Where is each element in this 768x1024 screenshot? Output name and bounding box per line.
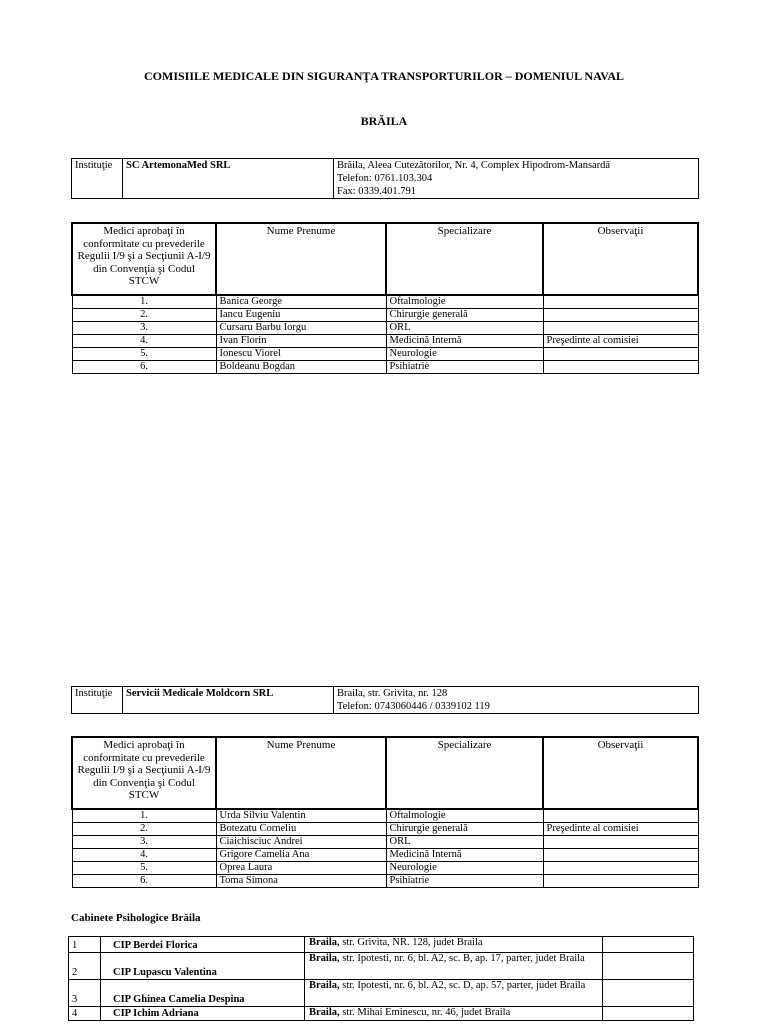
doctor-specialization: ORL [386,322,543,335]
doctor-name: Ciaichisciuc Andrei [216,836,386,849]
doctors-table-1 [71,222,699,374]
doctor-name: Oprea Laura [216,862,386,875]
header-approved-doctors: Medici aprobaţi în conformitate cu prevederile Regulii I/9 şi a Secţiunii A-I/9 din Convenţia şi Codul STCW [72,737,216,809]
cabinet-extra [603,980,694,1007]
header-observations: Observaţii [543,737,698,809]
table-row [72,322,698,335]
psychology-section-title: Cabinete Psihologice Brăila [71,912,201,924]
table-header-row [72,223,698,295]
table-row [72,295,698,309]
cabinet-city: Braila, [309,937,340,948]
header-specialization: Specializare [386,737,543,809]
doctor-observation [543,875,698,888]
document-title: COMISIILE MEDICALE DIN SIGURANŢA TRANSPORTURILOR – DOMENIUL NAVAL [144,69,624,83]
row-number: 4. [72,849,216,862]
table-row [72,836,698,849]
row-number: 3 [69,980,101,1007]
cabinet-name: CIP Berdei Florica [101,937,305,953]
institution-name: SC ArtemonaMed SRL [123,159,334,199]
doctor-name: Ionescu Viorel [216,348,386,361]
row-number: 6. [72,361,216,374]
doctor-name: Banica George [216,295,386,309]
doctor-specialization: Medicină Internă [386,335,543,348]
doctor-observation [543,309,698,322]
table-row [72,335,698,348]
table-row [72,849,698,862]
cabinet-street: str. Ipotesti, nr. 6, bl. A2, sc. B, ap. 17, parter, judet Braila [339,953,585,964]
header-name: Nume Prenume [216,223,386,295]
row-number: 1 [69,937,101,953]
cabinet-street: str. Grivita, NR. 128, judet Braila [339,937,483,948]
doctor-name: Toma Simona [216,875,386,888]
cabinet-city: Braila, [309,980,340,991]
doctor-specialization: Psihiatrie [386,361,543,374]
row-number: 2 [69,953,101,980]
doctor-observation [543,809,698,823]
doctor-specialization: Chirurgie generală [386,309,543,322]
table-row [69,980,694,1007]
institution-phone: Telefon: 0743060446 / 0339102 119 [337,701,490,712]
table-header-row [72,737,698,809]
cabinet-extra [603,1007,694,1021]
doctor-name: Cursaru Barbu Iorgu [216,322,386,335]
table-row [72,809,698,823]
doctor-observation [543,348,698,361]
doctor-observation [543,322,698,335]
table-row [72,875,698,888]
doctor-observation [543,849,698,862]
institution-contact [334,687,699,714]
institution-label: Instituţie [72,159,123,199]
institution-table-2 [71,686,699,714]
doctor-name: Boldeanu Bogdan [216,361,386,374]
doctor-specialization: ORL [386,836,543,849]
psychology-table [68,936,694,1021]
doctor-specialization: Oftalmologie [386,809,543,823]
doctor-specialization: Medicină Internă [386,849,543,862]
doctor-observation [543,862,698,875]
row-number: 1. [72,809,216,823]
header-specialization: Specializare [386,223,543,295]
doctors-table-2 [71,736,699,888]
institution-label: Instituţie [72,687,123,714]
header-observations: Observaţii [543,223,698,295]
doctor-observation: Preşedinte al comisiei [543,335,698,348]
cabinet-address [305,953,603,980]
doctor-specialization: Psihiatrie [386,875,543,888]
institution-table-1 [71,158,699,199]
row-number: 2. [72,309,216,322]
cabinet-extra [603,953,694,980]
cabinet-street: str. Ipotesti, nr. 6, bl. A2, sc. D, ap. 57, parter, judet Braila [339,980,586,991]
table-row [69,937,694,953]
row-number: 4 [69,1007,101,1021]
doctor-name: Urda Silviu Valentin [216,809,386,823]
cabinet-address [305,980,603,1007]
cabinet-name: CIP Ghinea Camelia Despina [101,980,305,1007]
table-row [69,953,694,980]
doctor-observation: Preşedinte al comisiei [543,823,698,836]
table-row [72,348,698,361]
table-row [72,309,698,322]
doctor-specialization: Neurologie [386,862,543,875]
institution-name: Servicii Medicale Moldcorn SRL [123,687,334,714]
doctor-observation [543,361,698,374]
doctor-specialization: Neurologie [386,348,543,361]
row-number: 3. [72,836,216,849]
doctor-specialization: Chirurgie generală [386,823,543,836]
cabinet-address [305,1007,603,1021]
city-heading: BRĂILA [360,114,408,128]
cabinet-extra [603,937,694,953]
cabinet-city: Braila, [309,953,340,964]
row-number: 5. [72,348,216,361]
institution-contact [334,159,699,199]
doctor-name: Iancu Eugeniu [216,309,386,322]
row-number: 3. [72,322,216,335]
cabinet-name: CIP Ichim Adriana [101,1007,305,1021]
row-number: 2. [72,823,216,836]
table-row [72,862,698,875]
institution-address: Braila, str. Grivita, nr. 128 [337,688,448,699]
header-approved-doctors: Medici aprobaţi în conformitate cu prevederile Regulii I/9 şi a Secţiunii A-I/9 din Convenţia şi Codul STCW [72,223,216,295]
row-number: 6. [72,875,216,888]
cabinet-city: Braila, [309,1007,340,1018]
row-number: 4. [72,335,216,348]
doctor-observation [543,295,698,309]
row-number: 1. [72,295,216,309]
header-name: Nume Prenume [216,737,386,809]
doctor-specialization: Oftalmologie [386,295,543,309]
doctor-name: Grigore Camelia Ana [216,849,386,862]
table-row [72,823,698,836]
institution-phone: Telefon: 0761.103.304 [337,173,433,184]
cabinet-address [305,937,603,953]
doctor-observation [543,836,698,849]
doctor-name: Ivan Florin [216,335,386,348]
doctor-name: Botezatu Corneliu [216,823,386,836]
table-row [72,361,698,374]
institution-fax: Fax: 0339.401.791 [337,186,417,197]
cabinet-street: str. Mihai Eminescu, nr. 46, judet Braila [339,1007,511,1018]
table-row [69,1007,694,1021]
institution-address: Brăila, Aleea Cutezătorilor, Nr. 4, Complex Hipodrom-Mansardă [337,160,611,171]
cabinet-name: CIP Lupascu Valentina [101,953,305,980]
row-number: 5. [72,862,216,875]
